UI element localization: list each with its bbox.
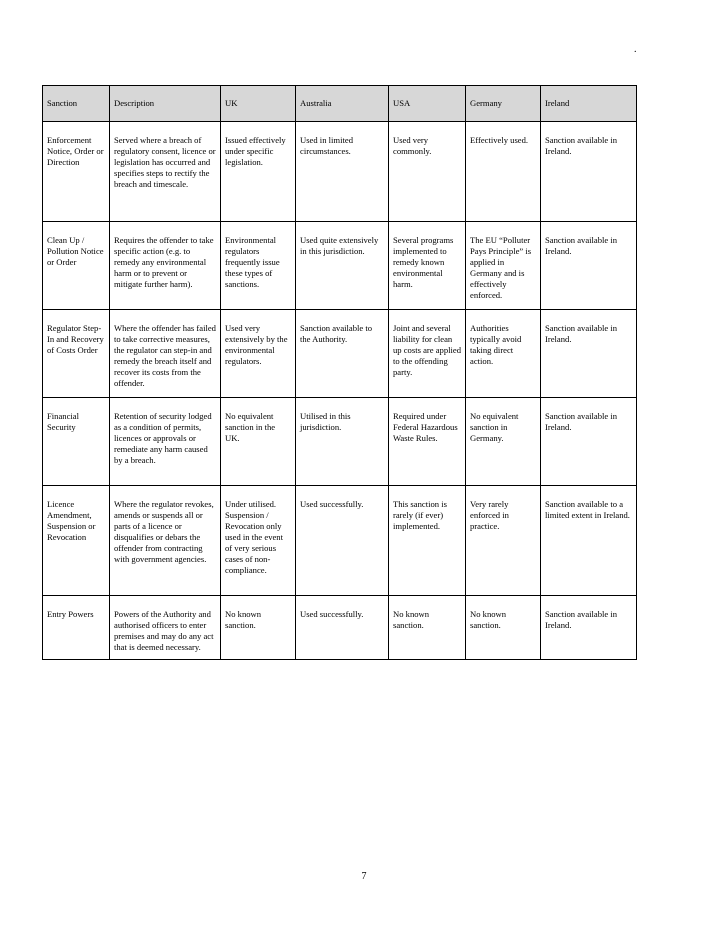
cell-germany: Very rarely enforced in practice. bbox=[466, 486, 541, 596]
cell-sanction: Clean Up / Pollution Notice or Order bbox=[43, 222, 110, 310]
cell-germany: The EU “Polluter Pays Principle” is applied in Germany and is effectively enforced. bbox=[466, 222, 541, 310]
cell-usa: No known sanction. bbox=[389, 596, 466, 660]
table-row bbox=[43, 596, 637, 660]
header-ireland: Ireland bbox=[541, 86, 637, 122]
cell-uk: No equivalent sanction in the UK. bbox=[221, 398, 296, 486]
cell-sanction: Licence Amendment, Suspension or Revocation bbox=[43, 486, 110, 596]
header-australia: Australia bbox=[296, 86, 389, 122]
cell-uk: Used very extensively by the environmental regulators. bbox=[221, 310, 296, 398]
cell-germany: Effectively used. bbox=[466, 122, 541, 222]
header-usa: USA bbox=[389, 86, 466, 122]
cell-australia: Sanction available to the Authority. bbox=[296, 310, 389, 398]
cell-germany: Authorities typically avoid taking direct action. bbox=[466, 310, 541, 398]
cell-description: Where the offender has failed to take corrective measures, the regulator can step-in and remedy the breach itself and recover its costs from the offender. bbox=[110, 310, 221, 398]
cell-ireland: Sanction available in Ireland. bbox=[541, 222, 637, 310]
cell-description: Where the regulator revokes, amends or suspends all or parts of a licence or disqualifies or debars the offender from contracting with government agencies. bbox=[110, 486, 221, 596]
cell-australia: Used successfully. bbox=[296, 596, 389, 660]
cell-ireland: Sanction available in Ireland. bbox=[541, 310, 637, 398]
cell-australia: Used successfully. bbox=[296, 486, 389, 596]
cell-uk: Under utilised. Suspension / Revocation only used in the event of very serious cases of non-compliance. bbox=[221, 486, 296, 596]
header-uk: UK bbox=[221, 86, 296, 122]
cell-usa: Joint and several liability for clean up costs are applied to the offending party. bbox=[389, 310, 466, 398]
cell-usa: This sanction is rarely (if ever) implemented. bbox=[389, 486, 466, 596]
cell-sanction: Enforcement Notice, Order or Direction bbox=[43, 122, 110, 222]
cell-uk: No known sanction. bbox=[221, 596, 296, 660]
table-row bbox=[43, 122, 637, 222]
cell-ireland: Sanction available in Ireland. bbox=[541, 596, 637, 660]
cell-ireland: Sanction available in Ireland. bbox=[541, 122, 637, 222]
header-sanction: Sanction bbox=[43, 86, 110, 122]
cell-sanction: Regulator Step-In and Recovery of Costs Order bbox=[43, 310, 110, 398]
cell-sanction: Financial Security bbox=[43, 398, 110, 486]
cell-usa: Used very commonly. bbox=[389, 122, 466, 222]
cell-ireland: Sanction available in Ireland. bbox=[541, 398, 637, 486]
table-header-row bbox=[43, 86, 637, 122]
cell-sanction: Entry Powers bbox=[43, 596, 110, 660]
cell-germany: No known sanction. bbox=[466, 596, 541, 660]
cell-germany: No equivalent sanction in Germany. bbox=[466, 398, 541, 486]
table-row bbox=[43, 310, 637, 398]
cell-description: Powers of the Authority and authorised officers to enter premises and may do any act that is deemed necessary. bbox=[110, 596, 221, 660]
page-number: 7 bbox=[361, 871, 367, 882]
cell-description: Served where a breach of regulatory consent, licence or legislation has occurred and specifies steps to rectify the breach and timescale. bbox=[110, 122, 221, 222]
table-row bbox=[43, 398, 637, 486]
cell-usa: Several programs implemented to remedy known environmental harm. bbox=[389, 222, 466, 310]
cell-ireland: Sanction available to a limited extent in Ireland. bbox=[541, 486, 637, 596]
cell-australia: Utilised in this jurisdiction. bbox=[296, 398, 389, 486]
cell-usa: Required under Federal Hazardous Waste Rules. bbox=[389, 398, 466, 486]
header-description: Description bbox=[110, 86, 221, 122]
cell-australia: Used quite extensively in this jurisdiction. bbox=[296, 222, 389, 310]
cell-uk: Environmental regulators frequently issue these types of sanctions. bbox=[221, 222, 296, 310]
table-row bbox=[43, 486, 637, 596]
sanctions-comparison-table bbox=[42, 85, 637, 660]
header-germany: Germany bbox=[466, 86, 541, 122]
cell-australia: Used in limited circumstances. bbox=[296, 122, 389, 222]
table-row bbox=[43, 222, 637, 310]
cell-description: Requires the offender to take specific action (e.g. to remedy any environmental harm or to prevent or mitigate further harm). bbox=[110, 222, 221, 310]
cell-description: Retention of security lodged as a condition of permits, licences or approvals or remediate any harm caused by a breach. bbox=[110, 398, 221, 486]
cell-uk: Issued effectively under specific legislation. bbox=[221, 122, 296, 222]
corner-mark: . bbox=[634, 44, 637, 55]
